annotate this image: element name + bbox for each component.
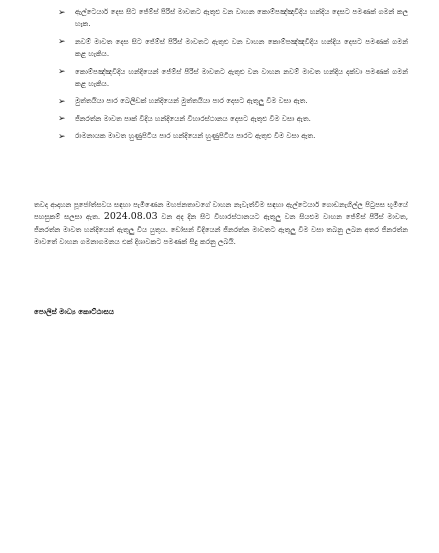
list-item [58, 36, 408, 61]
issuer-signature: පොලිස් මාධ්‍ය කොට්ඨාසය [34, 307, 115, 316]
list-item-text: ඇල්ටෙයාර් දෙස සිට ජේම්ස් පීරිස් මාවතට ඇතුළු වන වාහන කොම්පඤ්ඤවීදිය හන්දිය දෙසට පමණක් ගමන් කල හැක. [75, 7, 408, 29]
list-item-text: ජිනරත්න මාවත පාක් වීදිය හන්දියෙන් විහාරස්ථානය දෙසට ඇතුළු වීම වසා ඇත. [75, 113, 311, 123]
arrow-bullet-icon: ➢ [58, 37, 66, 48]
list-item-text: රාමනායක මාවත හුණුපිටිය පාර හන්දියෙන් හුණුපිටිය පාරට ඇතුළු වීම වසා ඇත. [75, 131, 316, 141]
arrow-bullet-icon: ➢ [58, 67, 66, 78]
list-item-text: නවම් මාවත දෙස සිට ජේම්ස් පීරිස් මාවතට ඇතුළු වන වාහන කොම්පඤ්ඤවීදිය හන්දිය දෙසට පමණක් ගමන් කළ හැකිය. [75, 36, 408, 59]
arrow-bullet-icon: ➢ [58, 96, 66, 107]
arrow-bullet-icon: ➢ [58, 7, 66, 18]
arrow-bullet-icon: ➢ [58, 131, 66, 142]
arrow-bullet-icon: ➢ [58, 114, 66, 125]
list-item [58, 66, 408, 91]
list-item [58, 95, 408, 107]
parking-notice-paragraph [34, 199, 408, 249]
list-item [58, 113, 408, 125]
list-item [58, 130, 408, 142]
paragraph-text-before-date: තවද ආදාහන පූජෝත්සවය සඳහා පැමිණෙන මහජනතාවගේ වාහන නැවැත්වීම සඳහා ඇල්ටෙයාර් ගොඩනැගිල්ල පිටුපස භූමියේ පහසුකම් සලසා ඇත. [34, 200, 408, 222]
list-item-text: මුත්තයියා පාර බෙලිඩක් හන්දියෙන් මුත්තයියා පාර දෙසට ඇතුලු වීම වසා ඇත. [75, 96, 308, 106]
paragraph-text-after-date: වන අද දින සිට විහාරස්ථානයට ඇතුලු වන සියළුම වාහන ජේම්ස් පීරිස් මාවත, ජිනරත්න මාවත හන්දියෙන් ඇතුලු විය යුතුය. ඩෝසන් වීදියෙන් ජිනරත්න මාවතට ඇතුලු වීම වසා තබනු ලබන අතර ජිනරත්න මාවතේ වාහන ගමනාගමනය එක් දිශාවකට පමණක් සිදු කරනු ලබයි. [34, 212, 408, 247]
list-item [58, 6, 408, 31]
notice-date: 2024.08.03 [103, 211, 158, 223]
list-item-text: කොම්පඤ්ඤවීදිය හන්දියෙන් ජේම්ස් පීරිස් මාවතට ඇතුළු වන වාහන නවම් මාවත හන්දිය දක්වා පමණක් ගමන් කළ හැකිය. [75, 66, 408, 89]
traffic-route-list [58, 6, 408, 148]
